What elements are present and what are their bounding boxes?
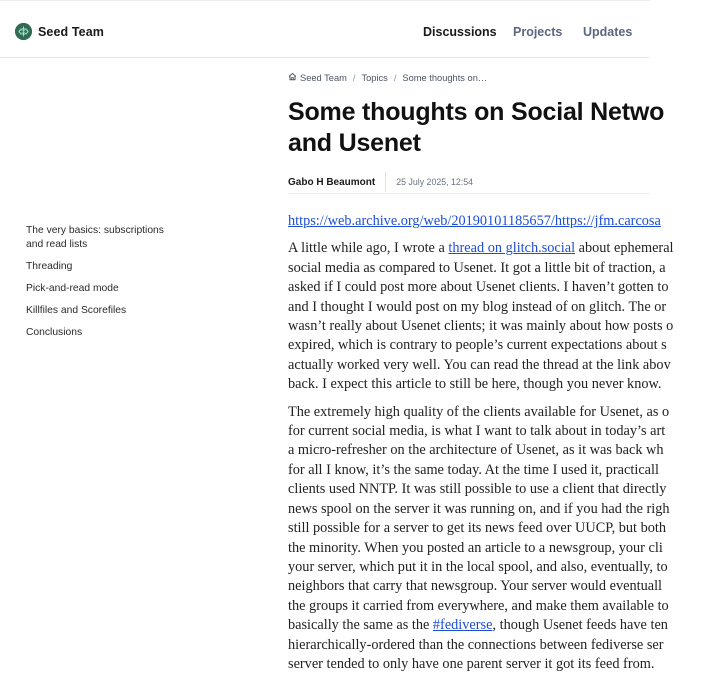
nav-discussions[interactable]: Discussions	[423, 25, 497, 39]
title-line-2: and Usenet	[288, 128, 421, 157]
nav-updates[interactable]: Updates	[583, 25, 633, 39]
text-segment: , though Usenet feeds have ten	[492, 617, 668, 634]
paragraph-2	[288, 403, 708, 675]
nav-projects[interactable]: Projects	[513, 25, 563, 39]
table-of-contents	[26, 224, 176, 348]
paragraph-line: clients used NNTP. It was still possible to use a client that directly	[288, 481, 667, 498]
home-icon	[288, 72, 297, 83]
paragraph-line: asked if I could post more about Usenet clients. I haven’t gotten to	[288, 279, 669, 296]
paragraph-line: back. I expect this article to still be here, though you never know.	[288, 376, 662, 393]
paragraph-line: news spool on the server it was running on, and if you had the righ	[288, 500, 670, 517]
brand-name: Seed Team	[38, 24, 104, 39]
paragraph-line: expired, which is contrary to people’s current expectations about s	[288, 337, 667, 354]
toc-item-pick-and-read[interactable]: Pick-and-read mode	[26, 282, 119, 294]
breadcrumb-separator: /	[352, 72, 356, 83]
paragraph-line: actually worked very well. You can read the thread at the link abov	[288, 356, 671, 373]
meta-divider	[385, 172, 386, 192]
toc-item-conclusions[interactable]: Conclusions	[26, 326, 83, 338]
toc-item-threading[interactable]: Threading	[26, 260, 73, 272]
site-header	[0, 0, 650, 58]
source-link-paragraph	[288, 212, 708, 231]
fediverse-hashtag-link[interactable]: #fediverse	[432, 617, 493, 634]
article-header	[288, 72, 708, 193]
article-body	[288, 212, 708, 682]
paragraph-line	[288, 616, 708, 635]
paragraph-line: social media as compared to Usenet. It got a little bit of traction, a	[288, 259, 666, 276]
breadcrumb-topics[interactable]: Topics	[361, 72, 388, 83]
text-segment: A little while ago, I wrote a	[288, 240, 449, 257]
paragraph-line: still possible for a server to get its news feed over UUCP, but both	[288, 520, 667, 537]
paragraph-line	[288, 239, 708, 258]
title-line-1: Some thoughts on Social Netwo	[288, 98, 665, 126]
breadcrumb-home-label: Seed Team	[300, 72, 347, 83]
glitch-thread-link[interactable]: thread on glitch.social	[448, 240, 576, 257]
source-link[interactable]: https://web.archive.org/web/20190101185657/https://jfm.carcosa	[288, 213, 661, 229]
author-name[interactable]: Gabo H Beaumont	[288, 176, 376, 188]
paragraph-line: the minority. When you posted an article to a newsgroup, your cli	[288, 539, 663, 556]
toc-item-killfiles[interactable]: Killfiles and Scorefiles	[26, 304, 127, 316]
breadcrumb	[288, 72, 708, 83]
paragraph-line: your server, which put it in the local spool, and also, eventually, to	[288, 558, 668, 575]
breadcrumb-separator: /	[393, 72, 397, 83]
article-meta	[288, 171, 708, 193]
paragraph-line: server tended to only have one parent server it got its feed from.	[288, 655, 655, 672]
brand[interactable]	[15, 23, 104, 40]
paragraph-line: wasn’t really about Usenet clients; it was mainly about how posts o	[288, 318, 674, 335]
text-segment: basically the same as the	[288, 617, 433, 634]
brand-logo-icon	[15, 23, 32, 40]
breadcrumb-home[interactable]	[288, 72, 347, 83]
paragraph-line: a micro-refresher on the architecture of Usenet, as it was back wh	[288, 442, 664, 459]
paragraph-line: and I thought I would post on my blog instead of on glitch. The or	[288, 298, 667, 315]
breadcrumb-current: Some thoughts on…	[402, 72, 488, 83]
paragraph-line: for current social media, is what I want to talk about in today’s art	[288, 423, 666, 440]
paragraph-line: The extremely high quality of the clients available for Usenet, as o	[288, 403, 670, 420]
paragraph-line: neighbors that carry that newsgroup. Your server would eventuall	[288, 578, 663, 595]
publish-date: 25 July 2025, 12:54	[396, 177, 474, 187]
paragraph-line: hierarchically-ordered than the connections between fediverse ser	[288, 636, 664, 653]
paragraph-line: for all I know, it’s the same today. At the time I used it, practicall	[288, 461, 659, 478]
paragraph-1	[288, 239, 708, 394]
header-divider	[288, 193, 650, 194]
paragraph-line: the groups it carried from everywhere, and make them available to	[288, 597, 669, 614]
page-title	[288, 97, 708, 158]
toc-item-basics[interactable]: The very basics: subscriptions and read lists	[26, 225, 164, 250]
text-segment: about ephemeral	[575, 240, 674, 257]
